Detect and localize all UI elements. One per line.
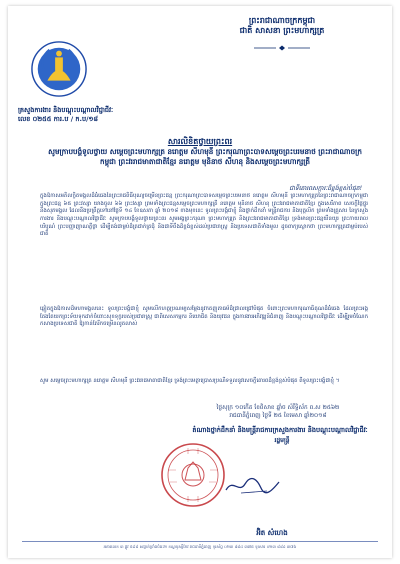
address-line: សូមក្រាបបង្គំទូលថ្វាយ សម្តេចព្រះមហាក្សត្រ នរោត្តម សីហមុនី ព្រះករុណាព្រះបាទសម្តេចព្រះបរមនាថ ព្រះរាជាណាចក្រកម្ពុជា ព្រះវររាជមាតាជាតិខ្មែរ នរោត្តម មុនិនាថ សីហនុ និងសម្តេចព្រះមហាក្សត្រី bbox=[48, 147, 362, 166]
ref-label: លេខ bbox=[18, 114, 31, 123]
signature bbox=[223, 476, 283, 496]
body-paragraph: ឆ្លៀតក្នុងឱកាសដ៏មហាមង្គលនេះ ទូលព្រះបង្គំជាខ្ញុំ សូមលើកហត្ថប្រណម្យសម្តែងនូវកតញ្ញុតាធម៌ដ៏ជ្រាលជ្រៅបំផុត ចំពោះព្រះមហាករុណាធិគុណដ៏ធំធេង ដែលព្រះអង្គតែងតែយកព្រះទ័យទុកដាក់ចំពោះសុខទុក្ខរបស់ប្រជារាស្ត្រ ជាពិសេសកម្មករ និយោជិត និងយុវជន ក្នុងការងារអភិវឌ្ឍន៍ជំនាញ និងបណ្តុះបណ្តាលវិជ្ជាជីវៈ ដើម្បីរួមចំណែកកសាងប្រទេសជាតិ ឱ្យកាន់តែរីកចម្រើនលូតលាស់ bbox=[40, 306, 368, 328]
signatory-title: តំណាងថ្នាក់ដឹកនាំ និងមន្ត្រីរាជការក្រសួងការងារ និងបណ្តុះបណ្តាលវិជ្ជាជីវៈ bbox=[192, 426, 368, 434]
org-name: គ្រសួងការងារ និងបណ្តុះបណ្តាលវិជ្ជាជីវៈ bbox=[18, 106, 114, 114]
date-block bbox=[198, 404, 358, 421]
kingdom-title: ព្រះរាជាណាចក្រកម្ពុជា bbox=[248, 16, 316, 25]
lunar-date: ថ្ងៃសុក្រ ១០កើត ខែពិសាខ ឆ្នាំច សំរឹទ្ធិស័ក ព.ស ២៥៦២ bbox=[216, 405, 340, 411]
ref-line bbox=[18, 115, 188, 124]
org-block bbox=[18, 106, 188, 124]
salutation-note: ជាទីគោរពសក្ការៈដ៏ខ្ពង់ខ្ពស់បំផុត! bbox=[289, 185, 362, 192]
footer-address: អគារលេខ ៣ ផ្លូវ ៥៩៨ សង្កាត់ច្រាំងចំរេះ២ ខណ្ឌឫស្សីកែវ រាជធានីភ្នំពេញ ទូរស័ព្ទ ០២៣ ៨៨៤ ៣៧៥ ទូរសារ ០២៣ ៨៨៤ ៣៧៦ bbox=[103, 544, 297, 549]
kingdom-header bbox=[192, 16, 372, 55]
document-title: សារលិខិតថ្វាយព្រះពរ bbox=[167, 137, 233, 146]
body-paragraph: ក្នុងឱកាសអភិលក្ខិតមង្គលដ៏ធំធេងនៃព្រះរាជពិធីបុណ្យចម្រើនព្រះជន្ម ព្រះករុណាព្រះបាទសម្តេចព្រះបរមនាថ នរោត្តម សីហមុនី ព្រះមហាក្សត្រនៃព្រះរាជាណាចក្រកម្ពុជា ក្នុងព្រះជន្ម ៦៥ ព្រះវស្សា យាងចូល ៦៦ ព្រះវស្សា ព្រមទាំងព្រះជន្មសម្តេចព្រះមហាក្សត្រី នរោត្តម មុនិនាថ សីហនុ ព្រះវររាជមាតាជាតិខ្មែរ ក្នុងសេរីភាព សេចក្តីថ្លៃថ្នូរ និងសុភមង្គល ដែលនឹងប្រព្រឹត្តទៅនៅថ្ងៃទី ១៤ ខែឧសភា ឆ្នាំ ២០១៨ ខាងមុខនេះ ទូលព្រះបង្គំជាខ្ញុំ និងថ្នាក់ដឹកនាំ មន្ត្រីរាជការ និងបុគ្គលិក ព្រមទាំងគ្រួសារ នៃក្រសួងការងារ និងបណ្តុះបណ្តាលវិជ្ជាជីវៈ សូមក្រាបបង្គំទូលថ្វាយព្រះពរ សូមអង្គព្រះករុណា ព្រះមហាក្សត្រ និងព្រះវររាជមាតាជាតិខ្មែរ ទ្រង់មានព្រះជន្មយឺនយូរ ព្រះកាយពលបរិបូណ៌ ព្រះបញ្ញាញាណភ្លឺថ្លា ដើម្បីគង់ជាម្លប់ដ៏ត្រជាក់ត្រជុំ និងជាទីពឹងដ៏ខ្ពង់ខ្ពស់ដល់ប្រជារាស្ត្រ និងប្រទេសជាតិទាំងមូល ដូចពាក្យស្លោកថា ព្រះមហាក្សត្រជាម្លប់របស់ជាតិ bbox=[40, 193, 368, 238]
kingdom-motto: ជាតិ សាសនា ព្រះមហាក្សត្រ bbox=[239, 26, 325, 35]
solar-date: រាជធានីភ្នំពេញ ថ្ងៃទី ២៥ ខែមេសា ឆ្នាំ២០១៨ bbox=[229, 413, 327, 420]
official-seal bbox=[158, 440, 228, 510]
ornament-divider bbox=[252, 45, 312, 51]
body-paragraph: សូម សម្តេចព្រះមហាក្សត្រ នរោត្តម សីហមុនី ព្រះវររាជមាតាជាតិខ្មែរ ទ្រង់ព្រះមេត្តាប្រោសប្រណីទទួលនូវសេចក្តីគោរពដ៏ខ្ពង់ខ្ពស់បំផុត ពីទូលព្រះបង្គំជាខ្ញុំ ។ bbox=[40, 378, 340, 384]
signer-name: អ៊ិត សំហេង bbox=[256, 529, 288, 537]
ministry-logo bbox=[30, 40, 88, 98]
footer-divider bbox=[22, 541, 378, 542]
ref-value: ០២៥៥ ការ.ប / ក.ប/១៨ bbox=[32, 114, 99, 123]
document-page bbox=[8, 6, 392, 558]
signatory-role: រដ្ឋមន្ត្រី bbox=[274, 437, 290, 444]
